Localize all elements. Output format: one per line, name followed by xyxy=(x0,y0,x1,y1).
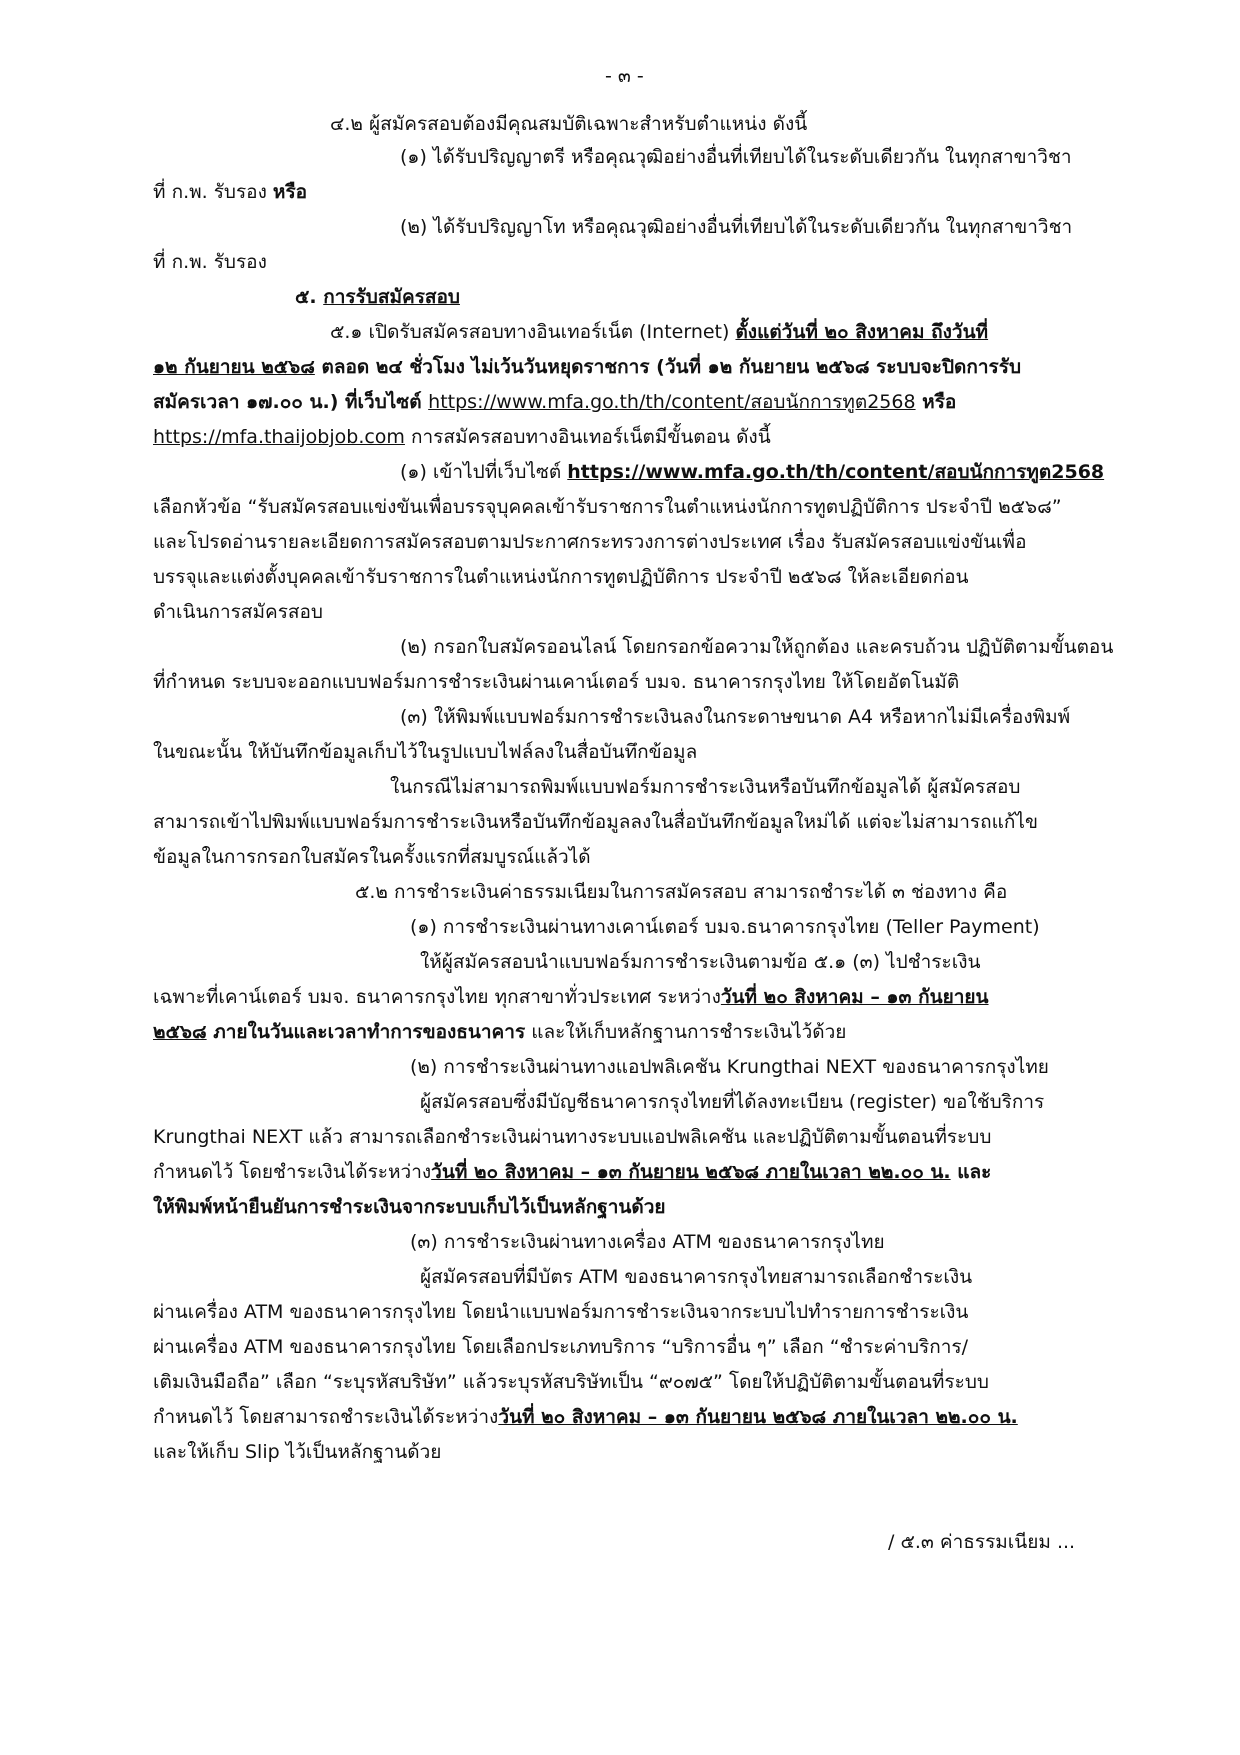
channel-3-line-5 xyxy=(153,1403,1018,1431)
channel-3-line-3: ผ่านเครื่อง ATM ของธนาคารกรุงไทย โดยเลือกประเภทบริการ “บริการอื่น ๆ” เลือก “ชำระค่าบริการ/ xyxy=(153,1336,969,1358)
qualification-2: (๒) ได้รับปริญญาโท หรือคุณวุฒิอย่างอื่นที่เทียบได้ในระดับเดียวกัน ในทุกสาขาวิชา xyxy=(400,216,1073,238)
channel-3-line-2: ผ่านเครื่อง ATM ของธนาคารกรุงไทย โดยนำแบบฟอร์มการชำระเงินจากระบบไปทำรายการชำระเงิน xyxy=(153,1301,969,1323)
mfa-website-link[interactable]: https://www.mfa.go.th/th/content/สอบนักการทูต2568 xyxy=(428,391,916,413)
text: กำหนดไว้ โดยชำระเงินได้ระหว่าง xyxy=(153,1161,432,1183)
qualification-1-text: ที่ ก.พ. รับรอง xyxy=(153,181,273,203)
thaijobjob-link[interactable]: https://mfa.thaijobjob.com xyxy=(153,426,405,448)
section-5-title: การรับสมัครสอบ xyxy=(323,286,460,308)
application-start-date: ตั้งแต่วันที่ ๒๐ สิงหาคม ถึงวันที่ xyxy=(735,321,989,343)
application-end-date: ๑๒ กันยายน ๒๕๖๘ xyxy=(153,356,315,378)
text: ภายในวันและเวลาทำการของธนาคาร xyxy=(206,1021,526,1043)
section-5-1-line-2 xyxy=(153,353,1021,381)
step-3-line-5: ข้อมูลในการกรอกใบสมัครในครั้งแรกที่สมบูรณ์แล้วได้ xyxy=(153,846,591,868)
channel-1-line-3 xyxy=(153,1018,846,1046)
or-keyword: หรือ xyxy=(272,181,308,203)
step-2-line-2: ที่กำหนด ระบบจะออกแบบฟอร์มการชำระเงินผ่านเคาน์เตอร์ บมจ. ธนาคารกรุงไทย ให้โดยอัตโนมัติ xyxy=(153,671,960,693)
text: และให้เก็บหลักฐานการชำระเงินไว้ด้วย xyxy=(525,1021,847,1043)
step-2-line-1: (๒) กรอกใบสมัครออนไลน์ โดยกรอกข้อความให้ถูกต้อง และครบถ้วน ปฏิบัติตามขั้นตอน xyxy=(400,636,1114,658)
mfa-website-link-2[interactable]: https://www.mfa.go.th/th/content/สอบนักการทูต2568 xyxy=(567,461,1105,483)
teller-payment-year: ๒๕๖๘ xyxy=(153,1021,207,1043)
channel-2-line-1: ผู้สมัครสอบซึ่งมีบัญชีธนาคารกรุงไทยที่ได้ลงทะเบียน (register) ขอใช้บริการ xyxy=(420,1091,1045,1113)
section-5-1-line-3 xyxy=(153,388,956,416)
channel-3-line-4: เติมเงินมือถือ” เลือก “ระบุรหัสบริษัท” แล้วระบุรหัสบริษัทเป็น “๙๐๗๕” โดยให้ปฏิบัติตามขั้นตอนที่ระบบ xyxy=(153,1371,989,1393)
step-1-line-1 xyxy=(400,458,1104,486)
text: และ xyxy=(950,1161,992,1183)
text: การสมัครสอบทางอินเทอร์เน็ตมีขั้นตอน ดังนี้ xyxy=(404,426,771,448)
step-1-line-3: และโปรดอ่านรายละเอียดการสมัครสอบตามประกาศกระทรวงการต่างประเทศ เรื่อง รับสมัครสอบแข่งขันเพื่อ xyxy=(153,531,1027,553)
text: เฉพาะที่เคาน์เตอร์ บมจ. ธนาคารกรุงไทย ทุกสาขาทั่วประเทศ ระหว่าง xyxy=(153,986,721,1008)
qualification-1: (๑) ได้รับปริญญาตรี หรือคุณวุฒิอย่างอื่นที่เทียบได้ในระดับเดียวกัน ในทุกสาขาวิชา xyxy=(400,146,1072,168)
channel-1-line-2 xyxy=(153,983,989,1011)
channel-2-line-2: Krungthai NEXT แล้ว สามารถเลือกชำระเงินผ่านทางระบบแอปพลิเคชัน และปฏิบัติตามขั้นตอนที่ระบบ xyxy=(153,1126,992,1148)
app-payment-dates: วันที่ ๒๐ สิงหาคม – ๑๓ กันยายน ๒๕๖๘ ภายในเวลา ๒๒.๐๐ น. xyxy=(431,1161,951,1183)
step-3-line-3: ในกรณีไม่สามารถพิมพ์แบบฟอร์มการชำระเงินหรือบันทึกข้อมูลได้ ผู้สมัครสอบ xyxy=(390,776,1021,798)
section-5-1-line-1 xyxy=(330,318,988,346)
qualification-1-cont xyxy=(153,178,307,206)
text: หรือ xyxy=(915,391,957,413)
section-5-2-title: ๕.๒ การชำระเงินค่าธรรมเนียมในการสมัครสอบ สามารถชำระได้ ๓ ช่องทาง คือ xyxy=(355,881,1008,903)
section-4-2-title: ๔.๒ ผู้สมัครสอบต้องมีคุณสมบัติเฉพาะสำหรับตำแหน่ง ดังนี้ xyxy=(330,113,808,135)
text: สมัครเวลา ๑๗.๐๐ น.) ที่เว็บไซต์ xyxy=(153,391,429,413)
channel-3-line-6: และให้เก็บ Slip ไว้เป็นหลักฐานด้วย xyxy=(153,1441,442,1463)
atm-payment-dates: วันที่ ๒๐ สิงหาคม – ๑๓ กันยายน ๒๕๖๘ ภายในเวลา ๒๒.๐๐ น. xyxy=(498,1406,1018,1428)
channel-3-title: (๓) การชำระเงินผ่านทางเครื่อง ATM ของธนาคารกรุงไทย xyxy=(410,1231,885,1253)
section-5-number: ๕. xyxy=(295,286,324,308)
text: (๑) เข้าไปที่เว็บไซต์ xyxy=(400,461,568,483)
teller-payment-dates: วันที่ ๒๐ สิงหาคม – ๑๓ กันยายน xyxy=(720,986,989,1008)
text: ตลอด ๒๔ ชั่วโมง ไม่เว้นวันหยุดราชการ (วันที่ ๑๒ กันยายน ๒๕๖๘ ระบบจะปิดการรับ xyxy=(314,356,1022,378)
step-1-line-4: บรรจุและแต่งตั้งบุคคลเข้ารับราชการในตำแหน่งนักการทูตปฏิบัติการ ประจำปี ๒๕๖๘ ให้ละเอียดก่อน xyxy=(153,566,969,588)
page-number: - ๓ - xyxy=(605,65,644,87)
text: ๕.๑ เปิดรับสมัครสอบทางอินเทอร์เน็ต (Internet) xyxy=(330,321,736,343)
qualification-2-cont: ที่ ก.พ. รับรอง xyxy=(153,251,267,273)
channel-1-title: (๑) การชำระเงินผ่านทางเคาน์เตอร์ บมจ.ธนาคารกรุงไทย (Teller Payment) xyxy=(410,916,1040,938)
section-5-1-line-4 xyxy=(153,423,771,451)
step-3-line-2: ในขณะนั้น ให้บันทึกข้อมูลเก็บไว้ในรูปแบบไฟล์ลงในสื่อบันทึกข้อมูล xyxy=(153,741,698,763)
step-3-line-4: สามารถเข้าไปพิมพ์แบบฟอร์มการชำระเงินหรือบันทึกข้อมูลลงในสื่อบันทึกข้อมูลใหม่ได้ แต่จะไม่สามารถแก้ไข xyxy=(153,811,1038,833)
channel-2-line-4: ให้พิมพ์หน้ายืนยันการชำระเงินจากระบบเก็บไว้เป็นหลักฐานด้วย xyxy=(153,1196,666,1218)
continuation-footer: / ๕.๓ ค่าธรรมเนียม ... xyxy=(888,1531,1076,1553)
section-5-heading xyxy=(295,283,460,311)
channel-2-line-3 xyxy=(153,1158,991,1186)
channel-3-line-1: ผู้สมัครสอบที่มีบัตร ATM ของธนาคารกรุงไทยสามารถเลือกชำระเงิน xyxy=(420,1266,973,1288)
step-1-line-5: ดำเนินการสมัครสอบ xyxy=(153,601,323,623)
step-3-line-1: (๓) ให้พิมพ์แบบฟอร์มการชำระเงินลงในกระดาษขนาด A4 หรือหากไม่มีเครื่องพิมพ์ xyxy=(400,706,1071,728)
step-1-line-2: เลือกหัวข้อ “รับสมัครสอบแข่งขันเพื่อบรรจุบุคคลเข้ารับราชการในตำแหน่งนักการทูตปฏิบัติการ ประจำปี ๒๕๖๘” xyxy=(153,496,1062,518)
channel-1-line-1: ให้ผู้สมัครสอบนำแบบฟอร์มการชำระเงินตามข้อ ๕.๑ (๓) ไปชำระเงิน xyxy=(420,951,981,973)
text: กำหนดไว้ โดยสามารถชำระเงินได้ระหว่าง xyxy=(153,1406,499,1428)
channel-2-title: (๒) การชำระเงินผ่านทางแอปพลิเคชัน Krungthai NEXT ของธนาคารกรุงไทย xyxy=(410,1056,1049,1078)
